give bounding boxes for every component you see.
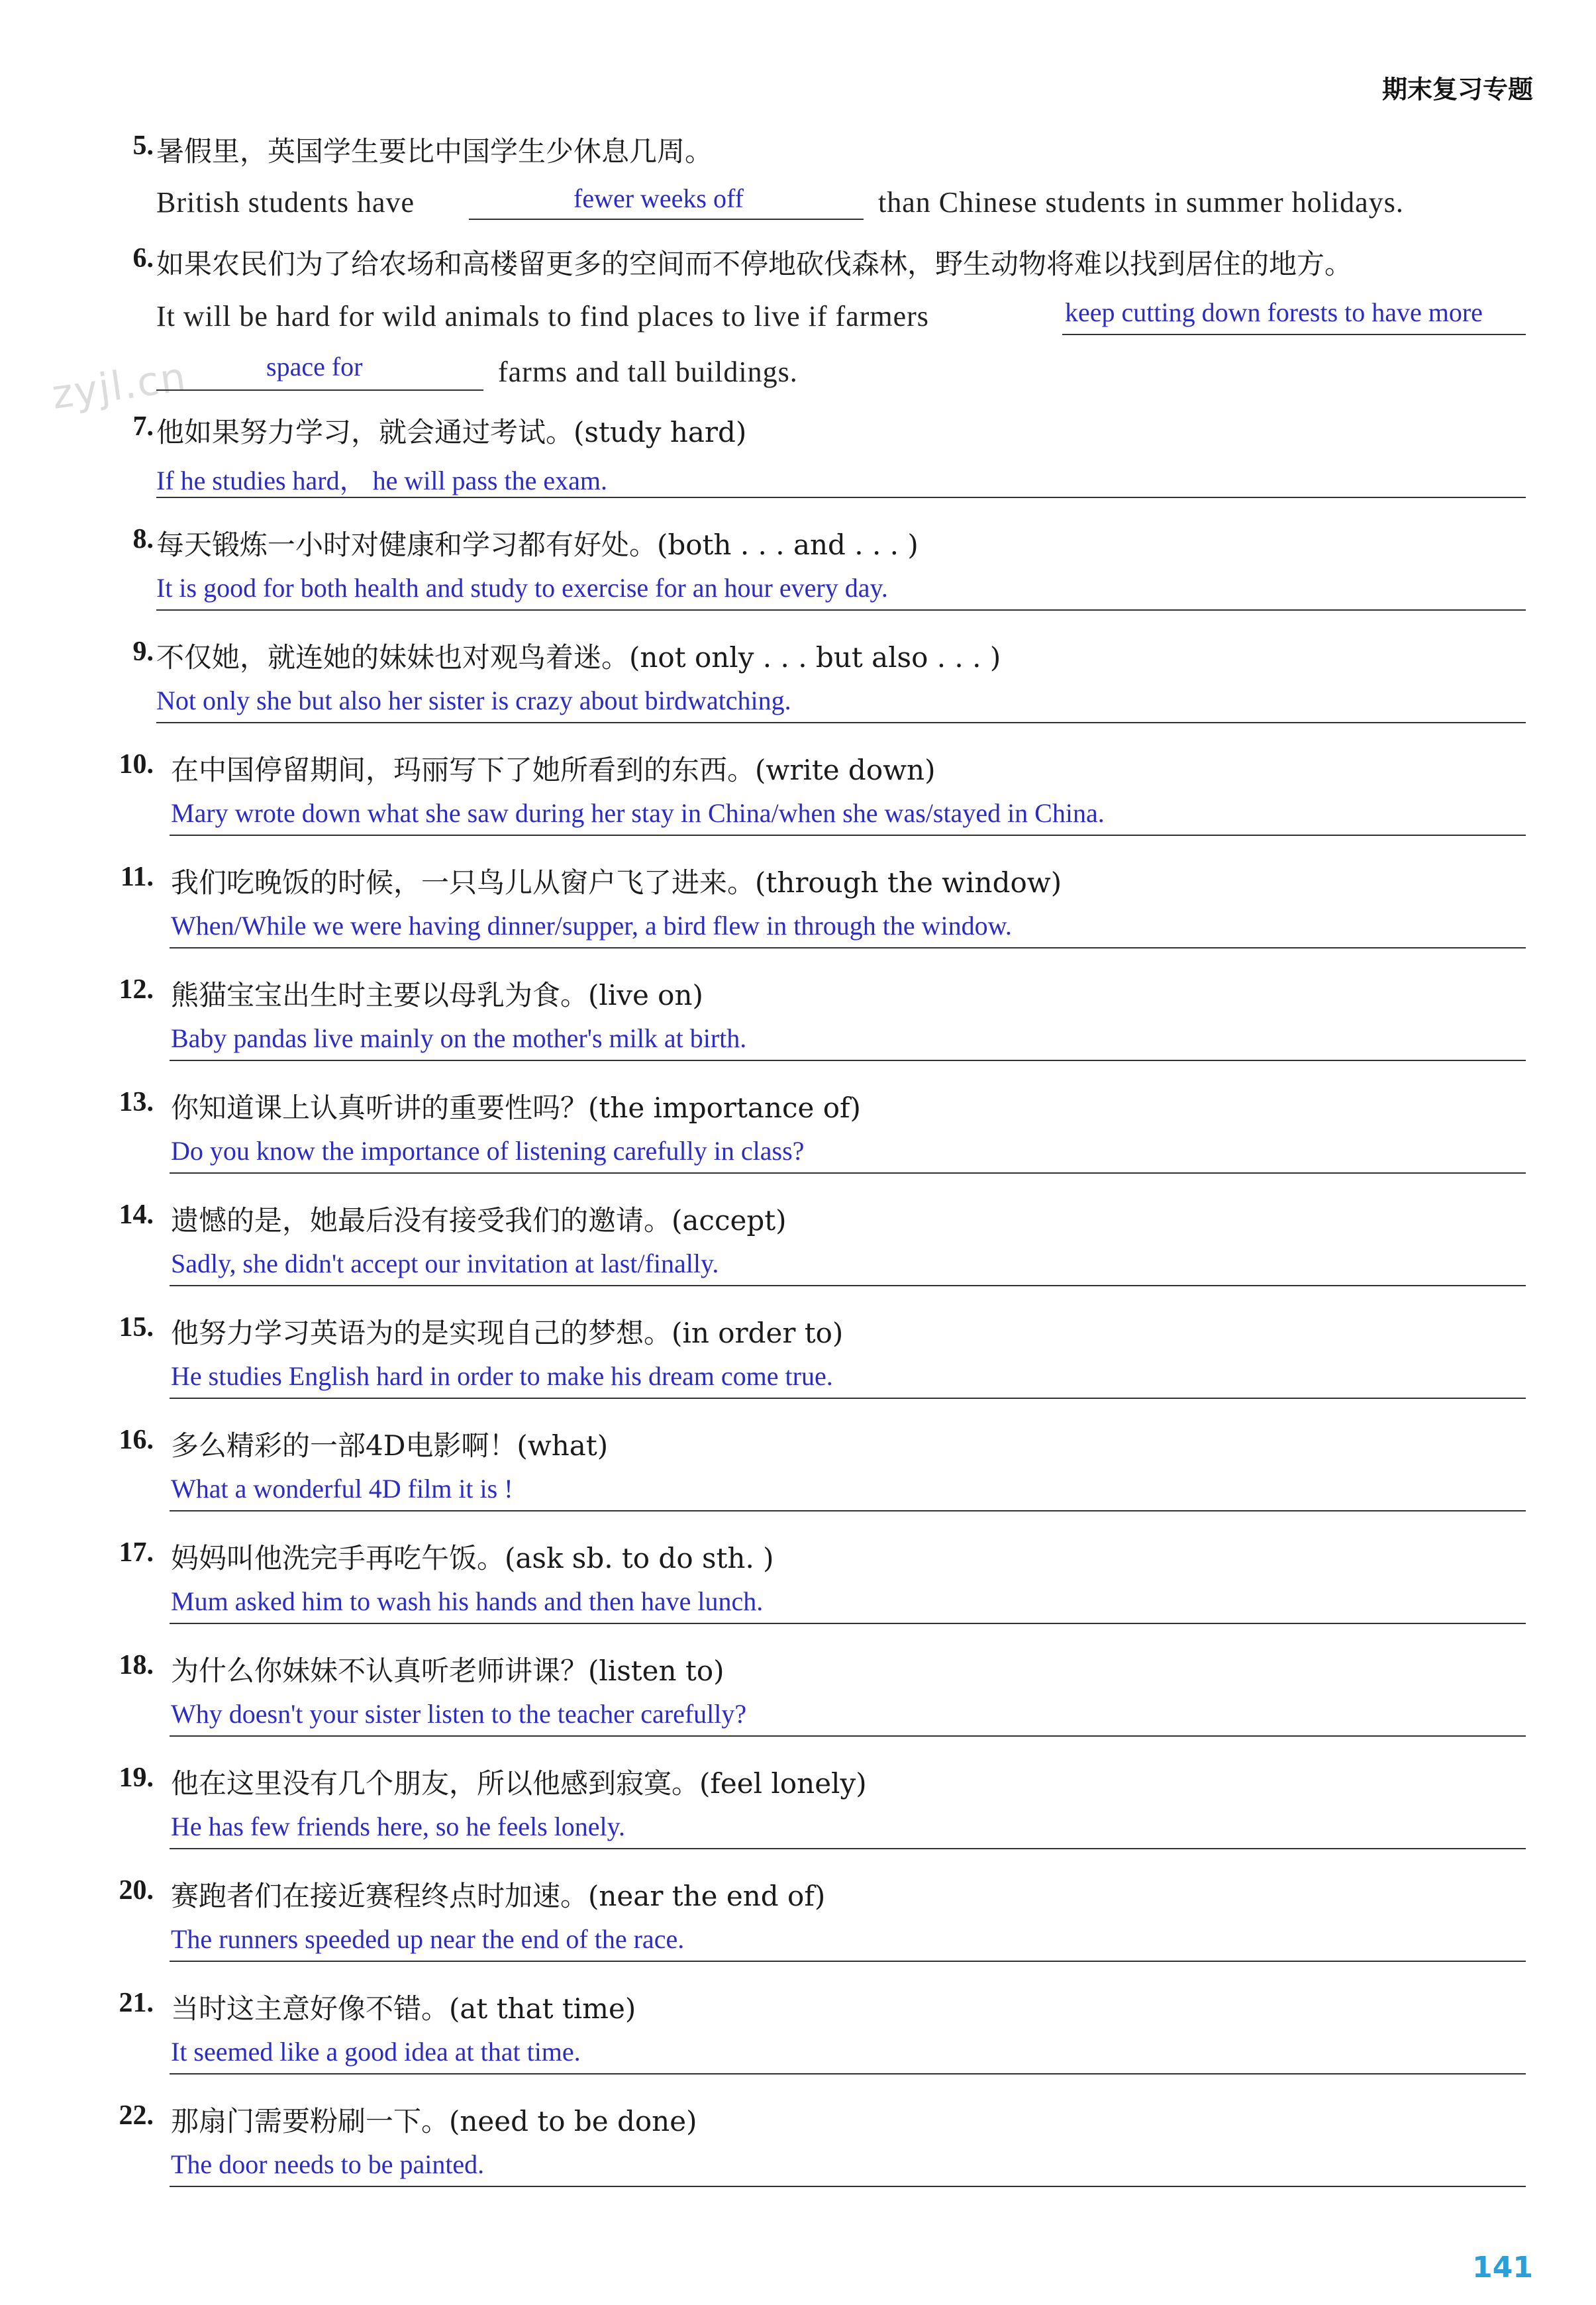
question-number: 14. <box>119 1200 154 1230</box>
question-number: 11. <box>120 862 154 892</box>
question-number: 9. <box>132 637 154 667</box>
q6-blank-line-2 <box>156 389 483 391</box>
q6-sentence-after: farms and tall buildings. <box>498 356 798 388</box>
question-answer: If he studies hard， he will pass the exam. <box>156 466 607 495</box>
question-number: 18. <box>119 1650 154 1680</box>
question-number: 20. <box>119 1875 154 1906</box>
question-number: 10. <box>119 749 154 780</box>
question-number: 13. <box>119 1087 154 1117</box>
question-answer: It is good for both health and study to exercise for an hour every day. <box>156 573 888 603</box>
q5-blank-line <box>469 219 864 220</box>
question-prompt: 当时这主意好像不错。(at that time) <box>171 1992 636 2025</box>
question-number: 17. <box>119 1537 154 1568</box>
q6-answer-line-2: space for <box>266 352 363 382</box>
question-answer: When/While we were having dinner/supper, a bird flew in through the window. <box>171 911 1012 941</box>
question-answer: Do you know the importance of listening carefully in class? <box>171 1136 805 1166</box>
answer-line <box>170 1848 1526 1849</box>
question-prompt: 妈妈叫他洗完手再吃午饭。(ask sb. to do sth. ) <box>171 1542 774 1574</box>
question-number: 5. <box>132 130 154 161</box>
question-prompt: 他努力学习英语为的是实现自己的梦想。(in order to) <box>171 1317 844 1349</box>
q6-sentence-before: It will be hard for wild animals to find places to live if farmers <box>156 300 929 333</box>
question-prompt: 赛跑者们在接近赛程终点时加速。(near the end of) <box>171 1880 826 1912</box>
question-answer: Mum asked him to wash his hands and then have lunch. <box>171 1586 764 1616</box>
question-answer: It seemed like a good idea at that time. <box>171 2037 581 2067</box>
q5-sentence-after: than Chinese students in summer holidays. <box>878 186 1404 219</box>
question-answer: Why doesn't your sister listen to the teacher carefully? <box>171 1699 747 1729</box>
question-prompt: 多么精彩的一部4D电影啊！(what) <box>171 1429 609 1462</box>
answer-line <box>170 1172 1526 1174</box>
answer-line <box>170 1060 1526 1061</box>
question-number: 22. <box>119 2100 154 2131</box>
watermark-text: zyjl.cn <box>49 354 190 419</box>
question-prompt: 他在这里没有几个朋友，所以他感到寂寞。(feel lonely) <box>171 1767 867 1800</box>
question-number: 12. <box>119 974 154 1005</box>
question-answer: He has few friends here, so he feels lonely. <box>171 1812 626 1841</box>
question-answer: Mary wrote down what she saw during her stay in China/when she was/stayed in China. <box>171 798 1105 828</box>
answer-line <box>156 497 1526 498</box>
question-number: 16. <box>119 1425 154 1455</box>
q6-answer-line-1: keep cutting down forests to have more <box>1065 297 1483 327</box>
question-number: 19. <box>119 1763 154 1793</box>
answer-line <box>170 1623 1526 1624</box>
question-answer: The runners speeded up near the end of the race. <box>171 1924 685 1954</box>
question-prompt: 那扇门需要粉刷一下。(need to be done) <box>171 2105 697 2137</box>
answer-line <box>170 1510 1526 1511</box>
answer-line <box>170 2073 1526 2074</box>
question-prompt: 每天锻炼一小时对健康和学习都有好处。(both . . . and . . . ) <box>156 529 919 561</box>
answer-line <box>170 835 1526 836</box>
question-answer: Baby pandas live mainly on the mother's milk at birth. <box>171 1023 747 1053</box>
question-number: 8. <box>132 524 154 554</box>
answer-line <box>170 1735 1526 1737</box>
question-answer: Sadly, she didn't accept our invitation at last/finally. <box>171 1249 719 1278</box>
answer-line <box>170 947 1526 948</box>
question-prompt: 你知道课上认真听讲的重要性吗？(the importance of) <box>171 1092 861 1124</box>
question-prompt: 他如果努力学习，就会通过考试。(study hard) <box>156 416 747 448</box>
q5-sentence-before: British students have <box>156 186 415 219</box>
page-header-title: 期末复习专题 <box>1381 75 1533 104</box>
question-prompt: 熊猫宝宝出生时主要以母乳为食。(live on) <box>171 979 703 1011</box>
question-prompt: 在中国停留期间，玛丽写下了她所看到的东西。(write down) <box>171 754 936 786</box>
question-number: 21. <box>119 1988 154 2018</box>
question-number: 15. <box>119 1312 154 1343</box>
answer-line <box>170 1961 1526 1962</box>
page-number: 141 <box>1472 2251 1533 2284</box>
q6-blank-line-1 <box>1062 334 1526 335</box>
question-prompt: 不仅她，就连她的妹妹也对观鸟着迷。(not only . . . but also . . . ) <box>156 641 1001 674</box>
q5-answer: fewer weeks off <box>574 183 744 213</box>
question-answer: The door needs to be painted. <box>171 2149 485 2179</box>
question-prompt: 暑假里，英国学生要比中国学生少休息几周。 <box>156 135 713 168</box>
answer-line <box>170 2186 1526 2187</box>
answer-line <box>170 1285 1526 1286</box>
question-prompt: 遗憾的是，她最后没有接受我们的邀请。(accept) <box>171 1204 787 1237</box>
question-number: 6. <box>132 243 154 274</box>
question-answer: Not only she but also her sister is crazy about birdwatching. <box>156 686 791 715</box>
question-prompt: 如果农民们为了给农场和高楼留更多的空间而不停地砍伐森林，野生动物将难以找到居住的地方。 <box>156 248 1353 280</box>
answer-line <box>156 722 1526 723</box>
question-prompt: 我们吃晚饭的时候，一只鸟儿从窗户飞了进来。(through the window) <box>171 866 1062 899</box>
answer-line <box>170 1398 1526 1399</box>
answer-line <box>156 609 1526 611</box>
question-answer: He studies English hard in order to make his dream come true. <box>171 1361 833 1391</box>
question-number: 7. <box>132 411 154 442</box>
question-prompt: 为什么你妹妹不认真听老师讲课？(listen to) <box>171 1655 724 1687</box>
question-answer: What a wonderful 4D film it is ! <box>171 1474 513 1504</box>
